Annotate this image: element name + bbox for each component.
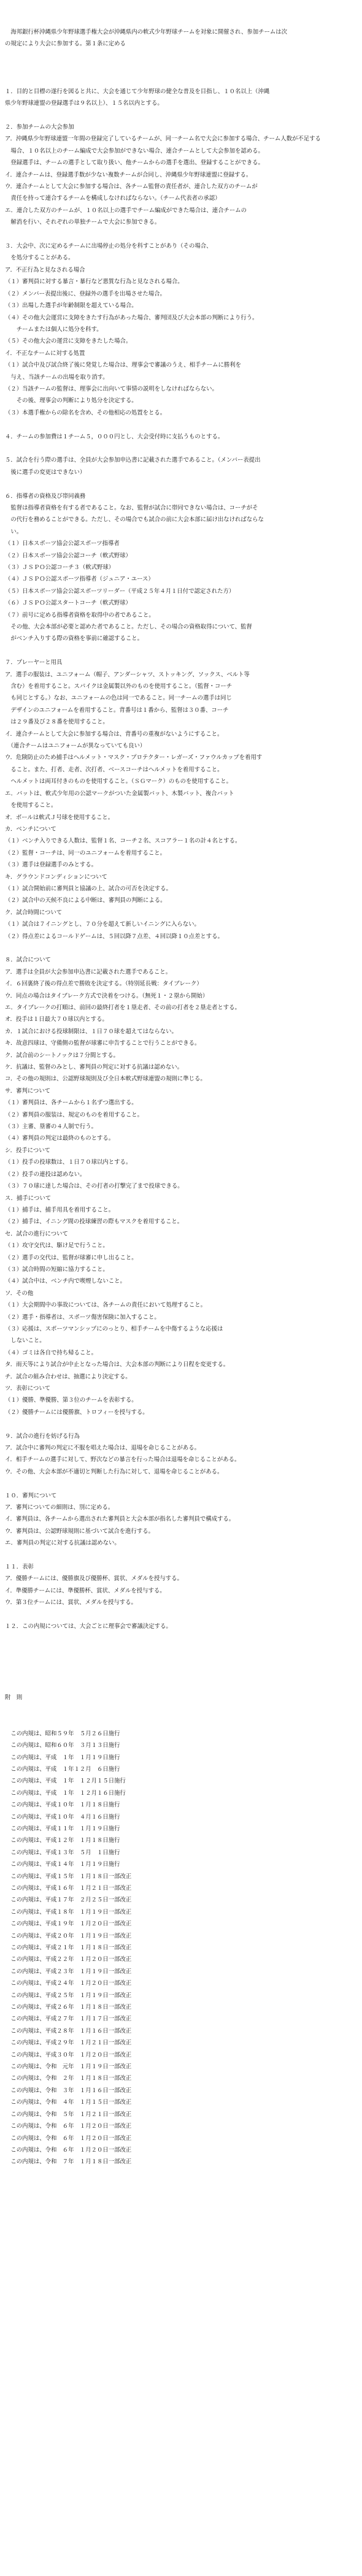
appendix-line: この内規は、平成１２年 １月１８日施行 [5, 1837, 120, 1844]
appendix-title: 附 則 [5, 1694, 23, 1702]
appendix-line: この内規は、平成２２年 １月２０日一部改正 [5, 1956, 132, 1963]
body-line: ア．選手は全員が大会参加申込書に記載された選手であること。 [5, 968, 172, 976]
body-line: （２）監督・コーチは、同一のユニフォームを着用すること。 [5, 849, 166, 857]
body-line: （１）大会期間中の事故については、各チームの責任において処理すること。 [5, 1302, 206, 1309]
body-line: （１）試合開始前に審判員と協議の上、試合の可否を決定する。 [5, 885, 172, 892]
body-line: チ．試合の組み合わせは、抽選により決定する。 [5, 1373, 131, 1380]
body-line: がベンチ入りする際の資格を事前に確認すること。 [5, 635, 144, 643]
body-line: ア．沖縄県少年野球連盟一年間の登録完了しているチームが、同一チーム名で大会に参加する場合、チーム人数が不足する [5, 136, 321, 143]
body-line [5, 478, 356, 490]
body-line [5, 1550, 356, 1561]
body-line: デザインのユニフォームを着用すること。背番号は１番から、監督は３０番、コーチ [5, 706, 229, 714]
body-line [5, 1609, 356, 1621]
appendix-line: この内規は、平成２３年 １月１９日一部改正 [5, 1968, 132, 1975]
body-line: （１）優勝、準優勝、第３位のチームを表彰する。 [5, 1397, 137, 1404]
body-line: ク．試合前のシートノックは７分間とする。 [5, 1052, 119, 1059]
body-line: イ．６回裏終了後の得点差で勝敗を決定する。（特別延長戦：タイブレーク） [5, 980, 202, 988]
appendix-line: この内規は、平成３０年 １月２０日一部改正 [5, 2051, 132, 2058]
body-line: （２）投手の連投は認めない。 [5, 1171, 86, 1178]
body-line: （４）審判員の判定は最終のものとする。 [5, 1135, 115, 1142]
body-line: キ．グラウンドコンディションについて [5, 873, 107, 881]
body-line: （７）前号に定める指導者資格を取得中の者であること。 [5, 611, 155, 619]
document-intro [5, 26, 356, 50]
appendix-line: この内規は、平成２０年 １月１９日一部改正 [5, 1932, 132, 1940]
body-line [5, 1418, 356, 1430]
appendix-line: この内規は、令和 ５年 １月２１日一部改正 [5, 2111, 132, 2118]
body-line: は２９番及び２８番を使用すること。 [5, 719, 109, 726]
body-line: （２）試合中の天候不良による中断は、審判員の判断による。 [5, 897, 166, 904]
appendix-line: この内規は、平成２６年 １月１８日一部改正 [5, 2004, 132, 2011]
body-line: ２．参加チームの大会参加 [5, 124, 74, 131]
body-line: ９．試合の進行を妨げる行為 [5, 1432, 80, 1440]
body-line: 登録選手は、チームの選手として取り扱い、他チームからの選手を選出、登録することができる。 [5, 159, 264, 167]
body-line: （３）出場した選手が年齢制限を超えている場合。 [5, 302, 137, 310]
body-line: １２．この内規については、大会ごとに理事会で審議決定する。 [5, 1623, 172, 1630]
body-line: サ．審判について [5, 1087, 51, 1095]
body-line: ア．優勝チームには、優勝旗及び優勝杯、賞状、メダルを授与する。 [5, 1575, 183, 1583]
body-line: 後に選手の変更はできない） [5, 468, 86, 476]
body-line: エ．連合した双方のチームが、１０名以上の選手でチーム編成ができた場合は、連合チームの [5, 207, 247, 214]
body-line: （２）メンバー表提出後に、登録外の選手を出場させた場合。 [5, 290, 166, 297]
appendix-line: この内規は、平成１４年 １月１９日施行 [5, 1861, 120, 1868]
body-line: ８．試合について [5, 957, 51, 964]
body-line: イ．相手チームの選手に対して、野次などの暴言を行った場合は退場を命じることがある。 [5, 1456, 241, 1464]
body-line [5, 443, 356, 454]
body-line: セ．試合の進行について [5, 1230, 68, 1237]
body-line: ５．試合を行う際の選手は、全員が大会参加申込書に記載された選手であること。（メンバー表提出 [5, 457, 261, 464]
body-line: （１）試合中及び試合終了後に発覚した場合は、理事会で審議のうえ、相手チームに勝利を [5, 362, 241, 369]
appendix-line: この内規は、平成１８年 １月１９日一部改正 [5, 1908, 132, 1916]
appendix-line: この内規は、平成２５年 １月１９日一部改正 [5, 1992, 132, 1999]
body-line: ア．選手の服装は、ユニフォーム（帽子、アンダーシャツ、ストッキング、ソックス、ベルト等 [5, 671, 250, 678]
body-line: ウ．審判員は、公認野球規則に基づいて試合を進行する。 [5, 1527, 155, 1535]
body-line: ３．大会中、次に定めるチームに出場停止の処分を科すことがあり（その場合、 [5, 243, 212, 250]
appendix-line: この内規は、平成２７年 １月１７日一部改正 [5, 2016, 132, 2023]
body-line: ウ．同点の場合はタイブレーク方式で決着をつける。（無死１・２塁から開始） [5, 992, 209, 999]
body-line: （５）その他大会の運営に支障をきたした場合。 [5, 338, 132, 345]
body-line: オ．ボールは軟式Ｊ号球を使用すること。 [5, 814, 114, 821]
body-line [5, 419, 356, 430]
body-line: ク．試合時間について [5, 909, 63, 916]
body-line: 監督は指導者資格を有する者であること。なお、監督が試合に帯同できない場合は、コーチがそ [5, 504, 258, 511]
body-line: イ．連合チームは、登録選手数が少ない複数チームが合同し、沖縄県少年野球連盟に登録する。 [5, 171, 252, 178]
body-line: （１）投手の投球数は、１日７０球以内とする。 [5, 1159, 132, 1166]
appendix-line: この内規は、平成１３年 ５月 １日施行 [5, 1849, 120, 1856]
body-line: ７．プレーヤーと用具 [5, 659, 63, 667]
intro-line: 海邦銀行杯沖縄県少年野球選手権大会が沖縄県内の軟式少年野球チームを対象に開催され、参加チームは次 [5, 28, 287, 36]
body-line: （１）審判員は、各チームから１名ずつ選出する。 [5, 1099, 137, 1107]
body-line: （連合チームはユニフォームが異なっていても良い） [5, 743, 146, 750]
body-line: の代行を務めることができる。ただし、その場合でも試合の前に大会本部に届け出なければならな [5, 516, 264, 524]
appendix-line: この内規は、平成 １年 １２月１６日施行 [5, 1789, 126, 1797]
appendix-line: この内規は、令和 ２年 １月１８日一部改正 [5, 2075, 132, 2082]
body-line: ６．指導者の資格及び帯同義務 [5, 492, 86, 500]
body-line: い。 [5, 528, 23, 535]
body-line: ウ．その他、大会本部が不適切と判断した行為に対して、退場を命じることがある。 [5, 1468, 223, 1475]
body-line [5, 229, 356, 240]
appendix-list [5, 1728, 356, 2168]
appendix-line: この内規は、平成１５年 １月１８日一部改正 [5, 1873, 132, 1880]
body-line: （４）ＪＳＰＯ公認スポーツ指導者（ジュニア・ユース） [5, 576, 154, 583]
body-line: ヘルメットは両耳付きのものを使用すること。（ＳＧマーク）のものを使用すること。 [5, 778, 233, 785]
appendix-line: この内規は、平成１６年 １月２１日一部改正 [5, 1884, 132, 1892]
body-line: 解消を行い、それぞれの単独チームで大会に参加できる。 [5, 219, 161, 226]
body-line: （１）試合は７イニングとし、７０分を超えて新しいイニングに入らない。 [5, 921, 200, 928]
intro-line: の規定により大会に参加する。第１条に定める [5, 40, 126, 48]
body-line: その他、大会本部が必要と認めた者であること。ただし、その場合の資格取得について、監督 [5, 624, 252, 631]
body-line: （５）日本スポーツ協会公認スポーツリーダー（平成２５年４月１日付で認定された方） [5, 587, 235, 595]
body-line: （３）応援は、スポーツマンシップにのっとり、相手チームを中傷するような応援は [5, 1325, 223, 1332]
appendix-line: この内規は、令和 ７年 １月１８日一部改正 [5, 2158, 132, 2166]
appendix-line: この内規は、平成 １年 １月１９日施行 [5, 1754, 120, 1761]
body-line: シ．投手について [5, 1147, 51, 1154]
body-line: 与え、当該チームの出場を取り消す。 [5, 373, 109, 381]
spacer [5, 1656, 356, 1668]
appendix-line: この内規は、平成１７年 ２月２５日一部改正 [5, 1897, 132, 1904]
body-line: 県少年野球連盟の登録選手は９名以上）、１５名以内とする。 [5, 100, 163, 107]
body-line: 責任を持って連合するチームを構成しなければならない。（チーム代表者の承認） [5, 195, 221, 202]
appendix-line: この内規は、平成２４年 １月２０日一部改正 [5, 1980, 132, 1987]
body-line: 場合、１０名以上のチーム編成で大会参加ができない場合、連合チームとして大会参加を認める。 [5, 147, 264, 155]
body-line: （３）主審、塁審の４人制で行う。 [5, 1123, 98, 1131]
appendix-line: この内規は、令和 ６年 １月２０日一部改正 [5, 2146, 132, 2154]
body-line [5, 110, 356, 121]
body-line: しないこと。 [5, 1337, 45, 1345]
appendix-line: この内規は、令和 元年 １月１９日一部改正 [5, 2063, 132, 2071]
appendix-line: この内規は、平成１１年 １月１９日施行 [5, 1825, 120, 1832]
body-line: キ．故意四球は、守備側の監督が球審に申告することで行うことができる。 [5, 1040, 201, 1047]
body-line: （２）捕手は、イニング間の投球練習の際もマスクを着用すること。 [5, 1218, 183, 1226]
appendix-line: この内規は、令和 ６年 １月２０日一部改正 [5, 2123, 132, 2130]
body-line [5, 645, 356, 657]
body-line: イ．不正なチームに対する処置 [5, 350, 85, 357]
body-line: ア．不正行為と見なされる場合 [5, 266, 85, 273]
appendix-line: この内規は、平成 １年１２月 ６日施行 [5, 1765, 120, 1773]
body-line [5, 74, 356, 85]
body-line: イ．審判員は、各チームから選出された審判員と大会本部が指名した審判員で構成する。 [5, 1516, 235, 1523]
body-line [5, 1478, 356, 1489]
appendix-line: この内規は、平成２１年 １月１８日一部改正 [5, 1944, 132, 1952]
body-line: タ．雨天等により試合が中止となった場合は、大会本部の判断により日程を変更する。 [5, 1361, 229, 1369]
body-line: （２）得点差によるコールドゲームは、５回以降７点差、４回以降１０点差とする。 [5, 933, 223, 940]
body-line: １１．表彰 [5, 1564, 34, 1571]
body-line: （６）ＪＳＰＯ公認スタートコーチ（軟式野球） [5, 600, 131, 607]
body-line: （４）ゴミは各自で持ち帰ること。 [5, 1349, 98, 1356]
body-line: （４）試合中は、ベンチ内で喫煙しないこと。 [5, 1278, 126, 1285]
body-line [5, 942, 356, 954]
body-line: （３）選手は登録選手のみとする。 [5, 862, 98, 869]
appendix-line: この内規は、令和 ３年 １月１６日一部改正 [5, 2087, 132, 2094]
appendix-line: この内規は、令和 ６年 １月２０日一部改正 [5, 2135, 132, 2142]
appendix-line: この内規は、平成２９年 １月２１日一部改正 [5, 2039, 132, 2047]
body-line: ス．捕手について [5, 1194, 52, 1202]
body-line: （２）選手・指導者は、スポーツ傷害保険に加入すること。 [5, 1313, 160, 1321]
body-line: ウ．第３位チームには、賞状、メダルを授与する。 [5, 1599, 137, 1607]
body-line: ア．試合中に審判の判定に不服を唱えた場合は、退場を命じることがある。 [5, 1445, 201, 1452]
body-line: （２）選手の交代は、監督が球審に申し出ること。 [5, 1254, 137, 1261]
body-line: （３）７０球に達した場合は、その打者の打撃完了まで投球できる。 [5, 1183, 183, 1190]
body-line: カ．ベンチについて [5, 825, 56, 833]
body-line: ウ．連合チームとして大会に参加する場合は、各チーム監督の責任者が、連合した双方のチームが [5, 183, 258, 191]
document-body [5, 74, 356, 1632]
body-line: チームまたは個人に処分を科す。 [5, 326, 102, 333]
body-line: （１）攻守交代は、駆け足で行うこと。 [5, 1242, 109, 1250]
body-line: ソ．その他 [5, 1290, 34, 1297]
body-line: （４）その他大会運営に支障をきたす行為があった場合、審判団及び大会本部の判断により行う。 [5, 314, 258, 321]
appendix-line: この内規は、平成２８年 １月１６日一部改正 [5, 2027, 132, 2035]
body-line: 含む）を着用すること。スパイクは金属製以外のものを使用すること。（監督・コーチ [5, 683, 233, 690]
body-line: ること。また、打者、走者、次打者、ベースコーチはヘルメットを着用すること。 [5, 766, 223, 773]
body-line: （３）ＪＳＰＯ公認コーチ３（軟式野球） [5, 564, 115, 571]
body-line: （２）日本スポーツ協会公認コーチ（軟式野球） [5, 552, 131, 559]
body-line: イ．連合チームとして大会に参加する場合は、背番号の重複がないようにすること。 [5, 730, 223, 738]
body-line: イ．準優勝チームには、準優勝杯、賞状、メダルを授与する。 [5, 1587, 166, 1594]
appendix-line: この内規は、平成 １年 １２月１５日施行 [5, 1778, 126, 1785]
body-line: １０．審判について [5, 1492, 57, 1499]
body-line: ４．チームの参加費は１チーム５，０００円とし、大会受付時に支払うものとする。 [5, 433, 224, 440]
body-line: １．目的と目標の遂行を図ると共に、大会を通じて少年野球の健全な普及を目指し、１０名以上（沖縄 [5, 88, 270, 95]
body-line: （２）当該チームの監督は、理事会に出向いて事情の説明をしなければならない。 [5, 385, 218, 392]
body-line: ア．審判についての細則は、別に定める。 [5, 1504, 114, 1512]
appendix-line: この内規は、令和 ４年 １月１５日一部改正 [5, 2099, 132, 2106]
body-line: エ．審判員の判定に対する抗議は認めない。 [5, 1540, 120, 1547]
appendix-line: この内規は、平成１０年 １月１８日施行 [5, 1802, 120, 1809]
body-line: （１）ベンチ入りできる人数は、監督１名、コーチ２名、スコアラー１名の計４名とする。 [5, 838, 241, 845]
appendix-line: この内規は、平成１０年 ４月１６日施行 [5, 1813, 120, 1821]
body-line: コ．その他の規則は、公認野球規則及び全日本軟式野球連盟の規則に準じる。 [5, 1076, 206, 1083]
body-line: を使用すること。 [5, 802, 57, 809]
appendix-line: この内規は、昭和５９年 ５月２６日施行 [5, 1730, 120, 1737]
appendix-line: この内規は、平成１９年 １月２０日一部改正 [5, 1921, 132, 1928]
body-line: （３）本選手権からの除名を含め、その他相応の処置をとる。 [5, 409, 166, 416]
body-line: カ．１試合における投球制限は、１日７０球を超えてはならない。 [5, 1028, 177, 1035]
body-line: エ．バットは、軟式少年用の公認マークがついた金属製バット、木製バット、複合バット [5, 790, 234, 797]
body-line: （３）試合時間の短縮に協力すること。 [5, 1266, 109, 1273]
body-line: （１）捕手は、捕手用具を着用すること。 [5, 1206, 115, 1213]
body-line: （１）日本スポーツ協会公認スポーツ指導者 [5, 540, 120, 548]
body-line: （２）審判員の服装は、規定のものを着用すること。 [5, 1111, 144, 1118]
body-line: ウ．危険防止のため捕手はヘルメット・マスク・プロテクター・レガーズ・ファウルカップを着用す [5, 754, 263, 762]
body-line: その後、理事会の判断により処分を決定する。 [5, 397, 137, 405]
body-line: （２）優勝チームには優勝旗、トロフィーを授与する。 [5, 1408, 148, 1416]
body-line: ケ．抗議は、監督のみとし、審判員の判定に対する抗議は認めない。 [5, 1064, 183, 1071]
appendix-line: この内規は、昭和６０年 ３月１３日施行 [5, 1742, 120, 1749]
body-line: オ．投手は１日最大７０球以内とする。 [5, 1016, 108, 1023]
body-line: エ．タイブレークの打順は、前回の最終打者を１塁走者、その前の打者を２塁走者とする。 [5, 1004, 241, 1011]
body-line: ツ．表彰について [5, 1385, 51, 1392]
body-line: （１）審判員に対する暴言・暴行など悪質な行為と見なされる場合。 [5, 278, 183, 286]
body-line: も同じとする。）なお、ユニフォームの色は同一であること。同一チームの選手は同じ [5, 695, 232, 702]
body-line: を処分することがある。 [5, 254, 74, 262]
